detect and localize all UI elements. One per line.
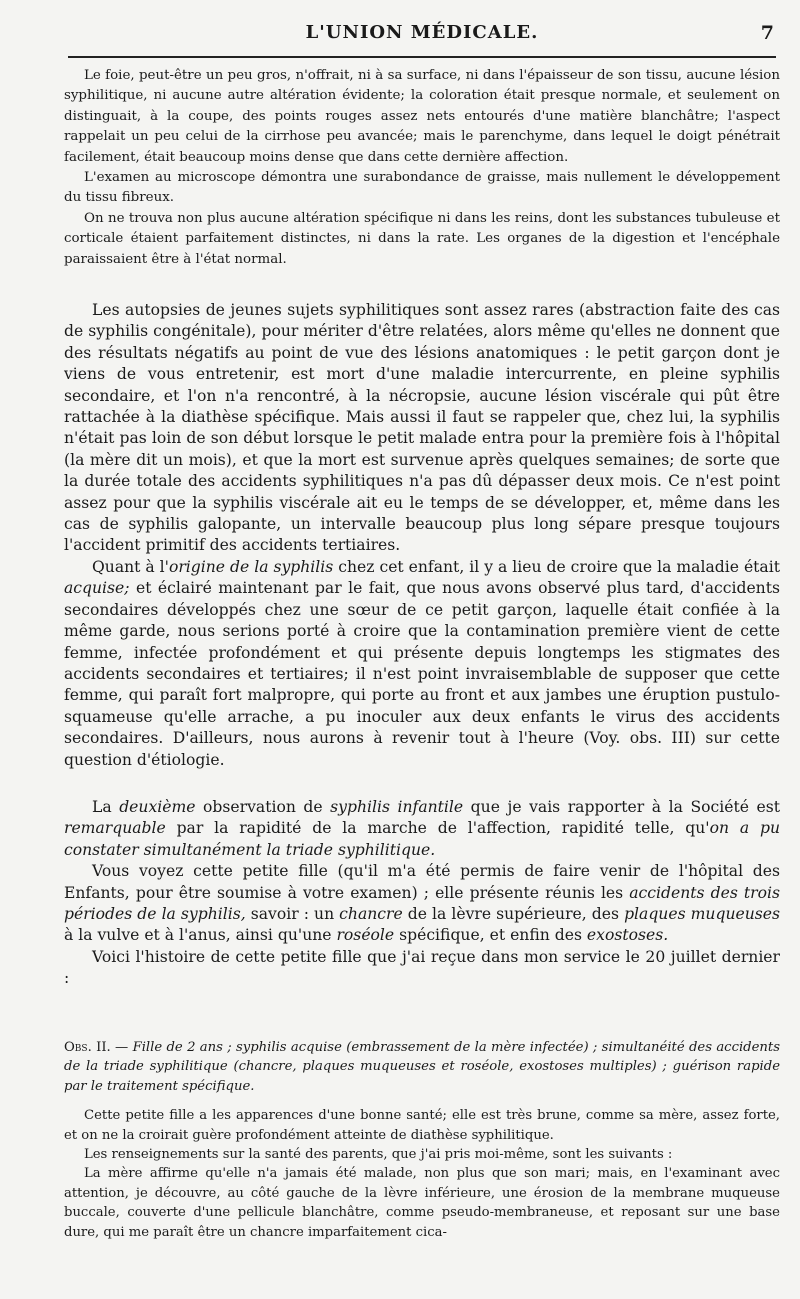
paragraph-little-girl: Vous voyez cette petite fille (qu'il m'a été permis de faire venir de l'hôpital des Enfants, pour être soumise à votre examen) ; elle présente réunis les accidents des trois périodes de la syphilis, savoir : un chancre de la lèvre supérieure, des plaques muqueuses à la vulve et à l'anus, ainsi qu'une roséole spécifique, et enfin des exostoses.	[64, 862, 781, 945]
journal-title: L'UNION MÉDICALE.	[305, 22, 539, 43]
autopsy-notes	[64, 66, 780, 270]
running-header	[64, 22, 780, 46]
paragraph-autopsies: Les autopsies de jeunes sujets syphilitiques sont assez rares (abstraction faite des cas de syphilis congénitale), pour mériter d'être relatées, alors même qu'elles ne donnent que des résultats négatifs au point de vue des lésions anatomiques : le petit garçon dont je viens de vous entretenir, est mort d'une maladie intercurrente, en pleine syphilis secondaire, et l'on n'a rencontré, à la nécropsie, aucune lésion viscérale qui pût être rattachée à la diathèse spécifique. Mais aussi il faut se rappeler que, chez lui, la syphilis n'était pas loin de son début lorsque le petit malade entra pour la première fois à l'hôpital (la mère dit un mois), et que la mort est survenue après quelques semaines; de sorte que la durée totale des accidents syphilitiques n'a pas dû dépasser deux mois. Ce n'est point assez pour que la syphilis viscérale ait eu le temps de se développer, et, même dans les cas de syphilis galopante, un intervalle beaucoup plus long sépare presque toujours l'accident primitif des accidents tertiaires.	[64, 301, 780, 555]
page-number: 7	[760, 22, 774, 44]
header-rule	[68, 56, 776, 58]
paragraph-kidneys: On ne trouva non plus aucune altération spécifique ni dans les reins, dont les substances tubuleuse et corticale étaient parfaitement distinctes, ni dans la rate. Les organes de la digestion et l'encéphale paraissaient être à l'état normal.	[64, 210, 780, 267]
paragraph-origin: Quant à l'origine de la syphilis chez cet enfant, il y a lieu de croire que la maladie était acquise; et éclairé maintenant par le fait, que nous avons observé plus tard, d'accidents secondaires développés chez une sœur de ce petit garçon, laquelle était confiée à la même garde, nous serions porté à croire que la contamination première vient de cette femme, infectée profondément et qui présente depuis longtemps les stigmates des accidents secondaires et tertiaires; il n'est point invraisemblable de supposer que cette femme, qui paraît fort malpropre, qui porte au front et aux jambes une éruption pustulo-squameuse qu'elle arrache, a pu inoculer aux deux enfants le virus des accidents secondaires. D'ailleurs, nous aurons à revenir tout à l'heure (Voy. obs. III) sur cette question d'étiologie.	[64, 557, 780, 769]
observation-block	[64, 1038, 780, 1242]
paragraph-information: Les renseignements sur la santé des parents, que j'ai pris moi-même, sont les suivants :	[84, 1147, 673, 1163]
paragraph-liver: Le foie, peut-être un peu gros, n'offrait, ni à sa surface, ni dans l'épaisseur de son tissu, aucune lésion syphilitique, ni aucune autre altération évidente; la coloration était presque normale, et seulement on distinguait, à la coupe, des points rouges assez nets entourés d'une matière blanchâtre; l'aspect rappelait un peu celui de la cirrhose peu avancée; mais le parenchyme, dans lequel le doigt pénétrait facilement, était beaucoup moins dense que dans cette dernière affection.	[64, 68, 780, 165]
second-observation-intro	[64, 797, 780, 990]
paragraph-history: Voici l'histoire de cette petite fille que j'ai reçue dans mon service le 20 juillet dernier :	[64, 947, 780, 988]
observation-heading: Obs. II. — Fille de 2 ans ; syphilis acquise (embrassement de la mère infectée) ; simultanéité des accidents de la triade syphilitique (chancre, plaques muqueuses et roséole, exostoses multiples) ; guérison rapide par le traitement spécifique.	[64, 1040, 780, 1094]
paragraph-appearance: Cette petite fille a les apparences d'une bonne santé; elle est très brune, comme sa mère, assez forte, et on ne la croirait guère profondément atteinte de diathèse syphilitique.	[64, 1108, 780, 1143]
paragraph-microscope: L'examen au microscope démontra une surabondance de graisse, mais nullement le développement du tissu fibreux.	[64, 170, 780, 206]
paragraph-second-observation: La deuxième observation de syphilis infantile que je vais rapporter à la Société est remarquable par la rapidité de la marche de l'affection, rapidité telle, qu'on a pu constater simultanément la triade syphilitique.	[64, 798, 780, 859]
paragraph-mother: La mère affirme qu'elle n'a jamais été malade, non plus que son mari; mais, en l'examinant avec attention, je découvre, au côté gauche de la lèvre inférieure, une érosion de la membrane muqueuse buccale, couverte d'une pellicule blanchâtre, comme pseudo-membraneuse, et reposant sur une base dure, qui me paraît être un chancre imparfaitement cica-	[64, 1166, 780, 1240]
main-text	[64, 300, 780, 771]
